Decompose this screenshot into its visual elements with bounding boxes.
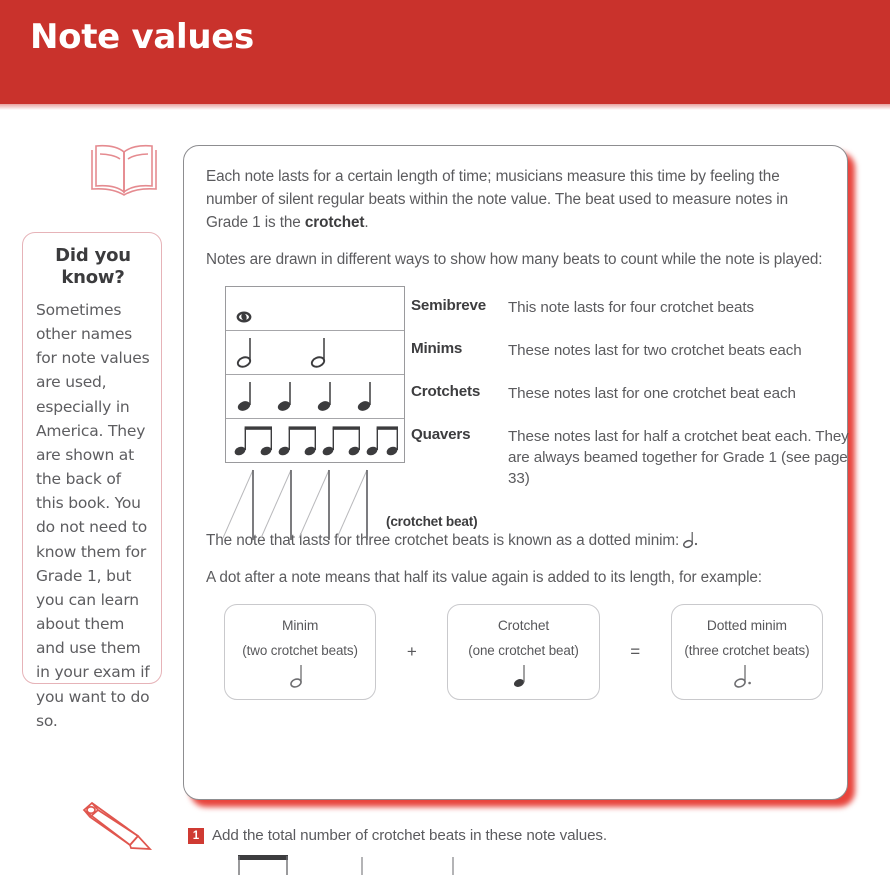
note-name: Quavers: [411, 425, 471, 443]
minim-note-icon: [290, 663, 310, 694]
exercise-instruction: Add the total number of crotchet beats in these note values.: [212, 827, 608, 844]
did-you-know-title: Did you know?: [55, 245, 131, 288]
exercise-note-row: [210, 855, 510, 880]
exercise-number-badge: 1: [188, 828, 204, 844]
dotted-minim-note-icon: [734, 663, 760, 694]
note-values-diagram: [206, 286, 849, 536]
table-row: [226, 331, 404, 375]
equation-term-crotchet: [447, 604, 599, 700]
notes-drawn-paragraph: Notes are drawn in different ways to show how many beats to count while the note is played:: [206, 250, 823, 268]
note-addition-equation: [206, 604, 823, 700]
did-you-know-box: [22, 232, 162, 730]
table-row: [226, 375, 404, 419]
note-label-row: [411, 372, 890, 415]
note-description: These notes last for half a crotchet beat each. They are always beamed together for Grade 1 (see page 33): [508, 427, 849, 487]
crotchet-beat-label: (crotchet beat): [386, 513, 478, 529]
pencil-icon: [78, 800, 158, 856]
note-values-table: [225, 286, 405, 463]
table-row: [226, 419, 404, 462]
equation-term-title: Dotted minim: [706, 617, 787, 633]
equation-term-dotted-minim: [671, 604, 823, 700]
equation-term-subtitle: (one crotchet beat): [468, 642, 579, 658]
note-description: These notes last for one crotchet beat each: [508, 384, 796, 402]
dot-rule-paragraph: A dot after a note means that half its value again is added to its length, for example:: [206, 568, 762, 586]
note-label-row: [411, 415, 890, 487]
crotchet-beat-diagram: [223, 468, 383, 545]
note-name: Crotchets: [411, 382, 481, 400]
intro-paragraph-text-b: .: [364, 213, 369, 231]
note-label-row: [411, 286, 890, 329]
equation-term-subtitle: (two crotchet beats): [242, 642, 358, 658]
crotchet-note-icon: [513, 663, 533, 694]
did-you-know-body: Sometimes other names for note values are used, especially in America. They are shown at the back of this book. You do not need to know them for Grade 1, but you can learn about them and use them in your exam if you want to do so.: [36, 300, 150, 730]
equation-term-title: Minim: [281, 617, 319, 633]
main-content-card: [183, 145, 848, 800]
table-row: [226, 287, 404, 331]
intro-paragraph-text-a: Each note lasts for a certain length of time; musicians measure this time by feeling the number of silent regular beats within the note value. The beat used to measure notes in Grade 1 is the: [206, 168, 789, 231]
equation-operator-equals: =: [630, 641, 641, 661]
note-description: These notes last for two crotchet beats each: [508, 341, 802, 359]
page-header: [0, 0, 890, 104]
equation-operator-plus: +: [406, 641, 417, 661]
open-book-icon: [88, 142, 160, 198]
dotted-minim-text: The note that lasts for three crotchet beats is known as a dotted minim:: [206, 531, 684, 549]
crotchet-keyword: crotchet: [304, 213, 365, 231]
intro-paragraph: [206, 166, 823, 235]
note-values-labels: [411, 286, 890, 487]
header-fade: [0, 104, 890, 110]
equation-term-title: Crotchet: [497, 617, 550, 633]
page-title: Note values: [30, 17, 254, 57]
note-label-row: [411, 329, 890, 372]
note-name: Minims: [411, 339, 463, 357]
equation-term-subtitle: (three crotchet beats): [684, 642, 810, 658]
note-description: This note lasts for four crotchet beats: [508, 298, 754, 316]
equation-term-minim: [224, 604, 376, 700]
note-name: Semibreve: [411, 296, 487, 314]
